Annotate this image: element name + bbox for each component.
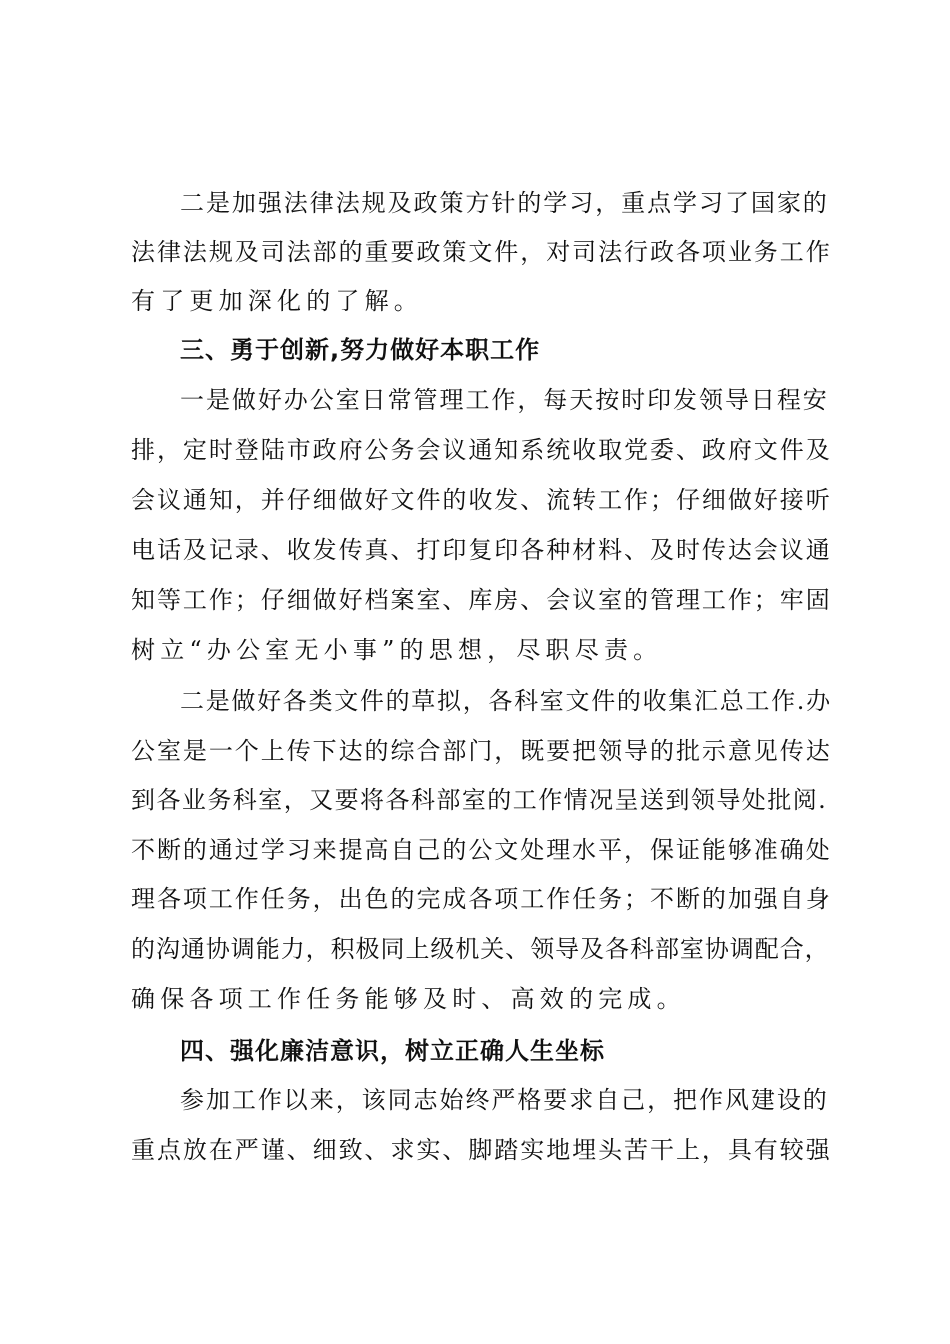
paragraph-line: 公室是一个上传下达的综合部门，既要把领导的批示意见传达	[131, 737, 832, 765]
paragraph-line: 参加工作以来，该同志始终严格要求自己，把作风建设的	[180, 1086, 829, 1114]
paragraph-line: 确保各项工作任务能够及时、高效的完成。	[131, 985, 686, 1013]
paragraph-line: 到各业务科室，又要将各科部室的工作情况呈送到领导处批阅.	[131, 786, 828, 814]
paragraph-line: 的沟通协调能力，积极同上级机关、领导及各科部室协调配合，	[131, 935, 830, 963]
paragraph-line: 有了更加深化的了解。	[131, 287, 423, 315]
paragraph-line: 二是加强法律法规及政策方针的学习，重点学习了国家的	[180, 189, 829, 217]
paragraph-line: 重点放在严谨、细致、求实、脚踏实地埋头苦干上，具有较强	[131, 1136, 832, 1164]
paragraph-line: 理各项工作任务，出色的完成各项工作任务；不断的加强自身	[131, 885, 832, 913]
section-heading: 三、勇于创新,努力做好本职工作	[180, 336, 541, 364]
paragraph-line: 一是做好办公室日常管理工作，每天按时印发领导日程安	[180, 386, 829, 414]
paragraph-line: 不断的通过学习来提高自己的公文处理水平，保证能够准确处	[131, 836, 832, 864]
paragraph-line: 二是做好各类文件的草拟，各科室文件的收集汇总工作.办	[180, 687, 832, 715]
paragraph-line: 树立“办公室无小事”的思想，尽职尽责。	[131, 636, 663, 664]
paragraph-line: 电话及记录、收发传真、打印复印各种材料、及时传达会议通	[131, 536, 832, 564]
paragraph-line: 知等工作；仔细做好档案室、库房、会议室的管理工作；牢固	[131, 586, 832, 614]
paragraph-line: 排，定时登陆市政府公务会议通知系统收取党委、政府文件及	[131, 436, 832, 464]
paragraph-line: 会议通知，并仔细做好文件的收发、流转工作；仔细做好接听	[131, 486, 832, 514]
paragraph-line: 法律法规及司法部的重要政策文件，对司法行政各项业务工作	[131, 238, 832, 266]
section-heading: 四、强化廉洁意识，树立正确人生坐标	[180, 1037, 605, 1065]
